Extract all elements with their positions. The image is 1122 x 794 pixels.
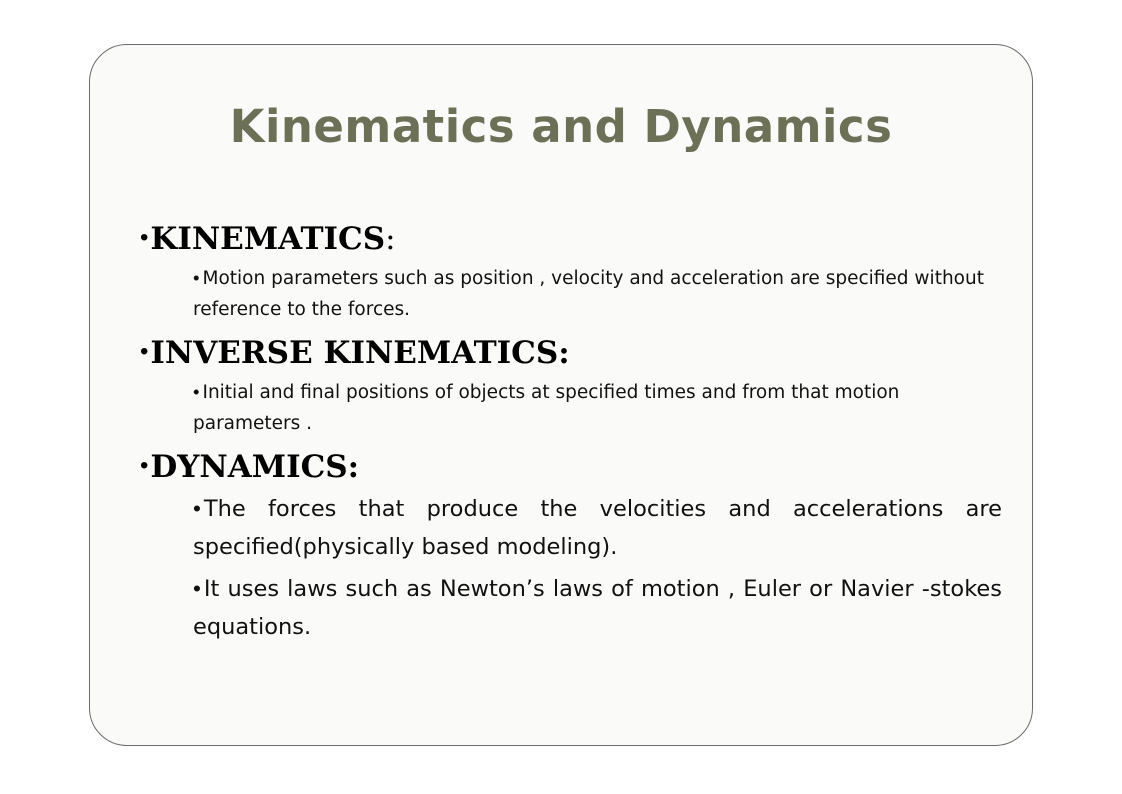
list-item bbox=[193, 490, 1002, 566]
section-heading-colon: : bbox=[385, 221, 396, 257]
section-points-inverse-kinematics bbox=[193, 376, 1002, 439]
bullet-icon: • bbox=[193, 576, 201, 601]
bullet-icon: • bbox=[140, 224, 149, 251]
bullet-icon: • bbox=[193, 381, 200, 402]
bullet-icon: • bbox=[140, 338, 149, 365]
list-item-text: It uses laws such as Newton’s laws of motion , Euler or Navier -stokes equations. bbox=[193, 576, 1002, 640]
section-points-dynamics bbox=[193, 490, 1002, 646]
section-heading-text: KINEMATICS bbox=[150, 221, 386, 257]
section-heading-inverse-kinematics bbox=[140, 329, 1002, 376]
list-item bbox=[193, 376, 1002, 439]
list-item-text: Initial and final positions of objects at specified times and from that motion parameters . bbox=[193, 382, 900, 434]
section-heading-kinematics bbox=[140, 215, 1002, 262]
slide-title: Kinematics and Dynamics bbox=[229, 100, 893, 153]
bullet-icon: • bbox=[140, 452, 149, 479]
section-heading-text: INVERSE KINEMATICS: bbox=[150, 335, 570, 371]
section-heading-text: DYNAMICS: bbox=[150, 449, 360, 485]
list-item-text: The forces that produce the velocities and accelerations are specified(physically based modeling). bbox=[193, 496, 1002, 560]
list-item bbox=[193, 570, 1002, 646]
section-heading-dynamics bbox=[140, 443, 1002, 490]
list-item-text: Motion parameters such as position , velocity and acceleration are specified without reference to the forces. bbox=[193, 268, 984, 320]
bullet-icon: • bbox=[193, 496, 201, 521]
bullet-icon: • bbox=[193, 267, 200, 288]
list-item bbox=[193, 262, 1002, 325]
section-points-kinematics bbox=[193, 262, 1002, 325]
slide-content bbox=[140, 215, 1002, 650]
